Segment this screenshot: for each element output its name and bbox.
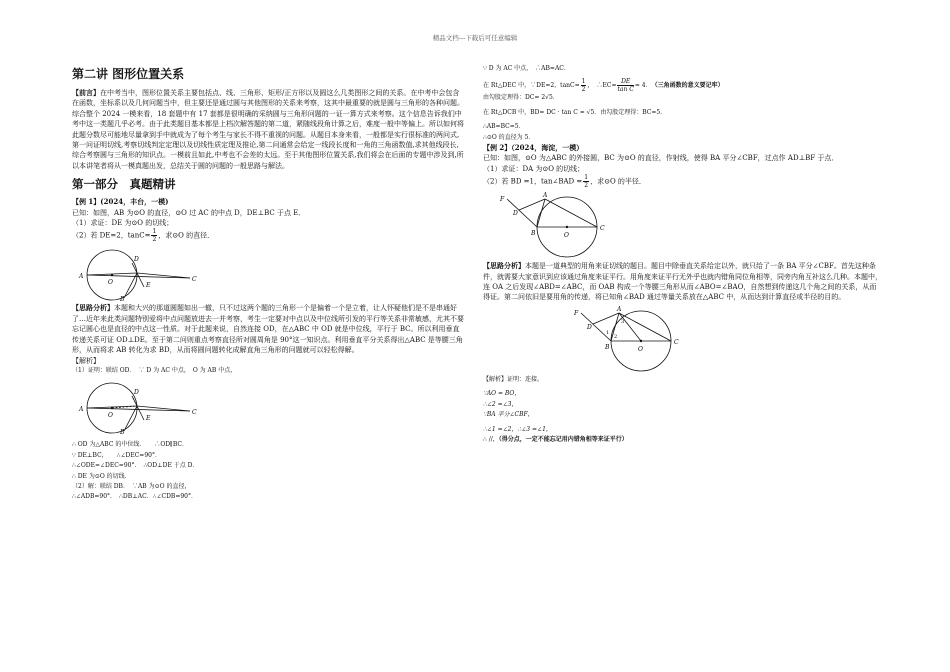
label-A: A xyxy=(617,305,622,313)
left-column xyxy=(72,64,464,503)
numerator: 1 xyxy=(584,174,589,182)
label-E: E xyxy=(146,415,151,423)
header-note: 精品文档---下载后可任意编辑 xyxy=(432,34,518,42)
example-1-solution-figure xyxy=(72,378,202,434)
angle-label-3: 3 xyxy=(621,318,625,325)
solution-2-line-2: ∴∠2 =∠3， xyxy=(483,400,518,408)
solution-1-line-7: ∴∠ADB=90°． ∴DB⊥AC．∴∠CDB=90°． xyxy=(72,493,197,501)
numerator: DE xyxy=(617,78,633,86)
example-2-question-1: （1）求证：DA 为⊙O 的切线； xyxy=(483,164,585,173)
solution-label: 【解析】 xyxy=(483,375,508,383)
intro-paragraph xyxy=(72,88,464,171)
example-2-given: 已知：如图，⊙O 为△ABC 的外接圆，BC 为⊙O 的直径，作射线，使得 BA 平分∠CBF，过点作 AD⊥BF 于点． xyxy=(483,154,839,163)
example-2-solution-figure xyxy=(563,305,703,373)
label-D: D xyxy=(134,389,139,397)
solution-1-line-2: ∴ OD 为△ABC 的中位线． ∴OD∥BC． xyxy=(72,441,188,449)
q2-prefix: （2）若 DE=2，tanC= xyxy=(72,231,151,240)
intro-text: 在中考当中，图形位置关系主要包括点、线、三角形、矩形/正方形以及圆这么几类图形之间的关系。在中考中会包含在函数，坐标系以及几何问题当中，但主要还是通过圆与其他图形的关系来考察，这其中最重要的就是圆与三角形的各种问题。综合整个 2024 一模来看，18 套题中有 17 套都是很明确的采纳圆与三角形问题的一证一算方式来考察。这个信息告诉我们中考中这一类题几乎必考。由于此类题目基本都是上档次解答题的第二道，紧随线段角计算之后，难度一般中等偏上。所以如何将此题分数尽可能地尽量拿到手中就成为了每个考生与家长不得不重视的问题。从题目本身来看，一般都是实行很标准的两问式,第一问证明切线,考察切线判定定理以及切线性质定理及推论,第二问通常会给定一线段长度和一角的三角函数值,求其他线段长,综合考察圆与三角形的知识点。一模前且如此,中考也不会差的太远。至于其他图形位置关系,我们将会在后面的专题中涉及到,所以本讲笔者将从一模真题出发，总结关于圆的问题的一般思路与解法。 xyxy=(72,89,464,170)
fraction xyxy=(151,228,157,243)
right-line-3: 由勾股定理得：DC= 2√5． xyxy=(483,94,559,102)
label-O: O xyxy=(638,345,643,353)
intro-label: 【前言】 xyxy=(72,88,100,97)
solution-2-line-5 xyxy=(483,435,883,445)
solution-1-label: 【解析】 xyxy=(72,356,100,365)
example-2-title: 【例 2】（2024，海淀，一模） xyxy=(483,143,584,153)
label-O: O xyxy=(564,232,569,240)
example-2-question-2 xyxy=(483,174,883,189)
denominator: 2 xyxy=(152,236,157,244)
solution-1-line-3: ∵ DE⊥BC， ∴∠DEC=90°． xyxy=(72,451,161,459)
label-A: A xyxy=(543,192,548,200)
q2-prefix: （2）若 BD =1，tan∠BAD = xyxy=(483,177,583,186)
right-column xyxy=(483,64,883,445)
r2-suffix: = 4． xyxy=(634,82,649,90)
right-line-1: ∵ D 为 AC 中点， ∴AB=AC． xyxy=(483,65,570,72)
solution-2-intro xyxy=(483,375,883,385)
lecture-title: 第二讲 图形位置关系 xyxy=(72,67,185,81)
analysis-label: 【思路分析】 xyxy=(72,303,114,313)
example-1-question-1: （1）求证：DE 为⊙O 的切线； xyxy=(72,219,174,228)
example-1-title: 【例 1】(2024，丰台，一模) xyxy=(72,197,169,207)
angle-label-2: 2 xyxy=(614,333,618,340)
analysis-2 xyxy=(483,261,883,303)
solution-text: 证明：连接。 xyxy=(507,375,544,383)
right-line-4: 在 Rt△DCB 中，BD= DC · tan C = √5．由勾股定理得：BC=5． xyxy=(483,108,667,116)
example-1-given: 已知：如图，AB 为⊙O 的直径，⊙O 过 AC 的中点 D，DE⊥BC 于点 E． xyxy=(72,208,306,217)
label-O: O xyxy=(108,412,113,420)
label-C: C xyxy=(674,338,679,346)
right-line-2 xyxy=(483,78,883,93)
label-E: E xyxy=(146,282,151,290)
label-F: F xyxy=(500,196,505,204)
solution-1-line-6: （2）解：联结 DB． ∵AB 为⊙O 的直径， xyxy=(72,482,191,490)
label-B: B xyxy=(120,296,125,302)
solution-2-line-3: ∵BA 平分∠CBF， xyxy=(483,411,534,419)
analysis-1 xyxy=(72,303,464,355)
right-line-6: ∴⊙O 的直径为 5． xyxy=(483,133,535,141)
analysis-text: 本题和大兴的那道圆题如出一辙，只不过这两个题的三角形一个是偏着一个是立着，让人怀疑他们是不是串通好了…近年来此类问题特别爱将中点问题放进去一并考察，考生一定要对中点以及中位线所引发的平行等关系非常敏感，尤其不要忘记圆心也是直径的中点这一性质。对于此题来说，自然连接 OD，在△ABC 中 OD 就是中位线，平行于 BC。所以利用垂直传递关系可证 OD⊥DE。至于第二问则重点考察直径所对圆周角是 90°这一知识点。利用垂直平分关系得出△ABC 是等腰三角形，从而将求 AB 转化为求 BD，从而将圆问题转化成解直角三角形的问题就可以轻松得解。 xyxy=(72,304,464,355)
parallel-conclusion: ∴ //， xyxy=(483,435,499,443)
fraction xyxy=(581,78,587,93)
label-F: F xyxy=(574,309,579,317)
label-D: D xyxy=(134,256,139,264)
example-1-question-2 xyxy=(72,228,464,243)
numerator: 1 xyxy=(581,78,586,86)
r2-note: （三角函数的意义要记牢） xyxy=(654,82,724,90)
denominator: 2 xyxy=(584,182,589,190)
label-C: C xyxy=(192,409,197,417)
label-A: A xyxy=(79,406,84,414)
label-C: C xyxy=(600,225,605,233)
solution-1-line-5: ∴ DE 为⊙O 的切线． xyxy=(72,472,131,480)
analysis-text: 本题是一道典型的用角来证切线的题目。题目中除垂直关系给定以外，就只给了一条 BA 平分∠CBF。首先这种条件，就需要大家意识到应该通过角度来证平行。用角度来证平行无外乎也就内错角同位角相等，同旁内角互补这么几种。本题中，连 OA 之后发现∠ABD=∠ABC，而 OAB 构成一个等腰三角形从而∠ABO=∠BAO，自然想到传递这几个角之间的关系，从而得证。第二问依旧是要用角的传递，将已知角∠BAD 通过等量关系放在△ABC 中，从而达到计算直径或半径的目的。 xyxy=(483,262,882,302)
analysis-label: 【思路分析】 xyxy=(483,261,525,271)
label-B: B xyxy=(531,230,536,238)
r2-middle: ， ∴EC= xyxy=(587,82,617,90)
q2-suffix: ，求⊙O 的半径． xyxy=(590,177,646,186)
q2-suffix: ，求⊙O 的直径． xyxy=(158,231,215,240)
example-2-figure xyxy=(489,191,629,259)
label-O: O xyxy=(108,279,113,287)
example-1-figure xyxy=(72,245,202,301)
fraction-de-tanc xyxy=(617,78,633,93)
solution-1-line-4: ∴∠ODE=∠DEC=90°． ∴OD⊥DE 于点 D． xyxy=(72,462,199,470)
solution-1-line-1: （1）证明：联结 OD． ∵ D 为 AC 中点， O 为 AB 中点， xyxy=(72,366,237,374)
scoring-note: （得分点，一定不能忘记用内错角相等来证平行） xyxy=(498,435,628,443)
r2-prefix: 在 Rt△DEC 中，∵DE=2，tanC= xyxy=(483,82,580,90)
label-D: D xyxy=(587,323,592,331)
solution-2-line-1: ∵AO = BO， xyxy=(483,390,521,398)
label-B: B xyxy=(120,429,125,435)
angle-label-1: 1 xyxy=(606,329,610,336)
solution-2-line-4: ∴∠1 =∠2，∴∠3 =∠1， xyxy=(483,425,552,433)
part-title: 第一部分 真题精讲 xyxy=(72,177,176,192)
denominator: tan C xyxy=(617,86,634,94)
numerator: 1 xyxy=(152,228,157,236)
label-C: C xyxy=(192,276,197,284)
denominator: 2 xyxy=(581,86,586,94)
label-D: D xyxy=(513,210,518,218)
right-line-5: ∴AB=BC=5． xyxy=(483,123,525,131)
label-A: A xyxy=(79,273,84,281)
fraction xyxy=(583,174,589,189)
label-B: B xyxy=(605,343,610,351)
